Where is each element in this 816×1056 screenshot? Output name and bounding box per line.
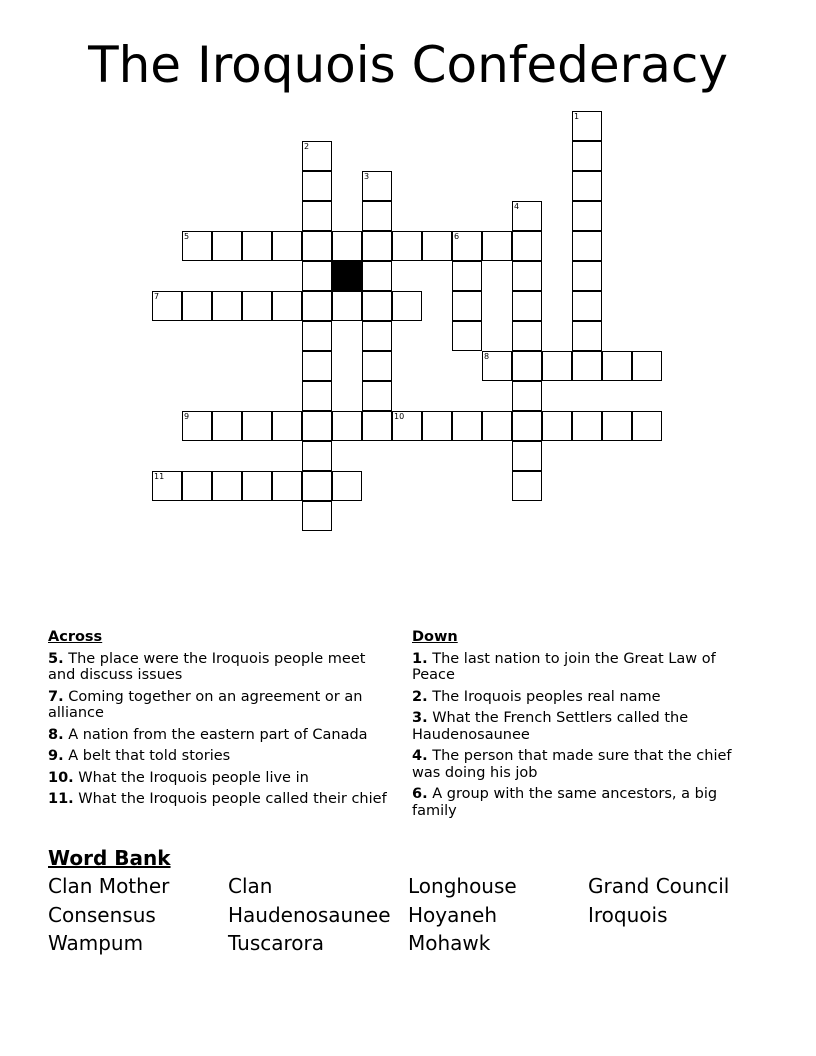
across-clue: 9. A belt that told stories <box>48 748 231 764</box>
grid-cell[interactable] <box>152 291 182 321</box>
down-clue: 6. A group with the same ancestors, a big family <box>412 786 718 819</box>
word-bank-item: Tuscarora <box>228 931 325 955</box>
grid-cell[interactable] <box>512 201 542 231</box>
grid-cell[interactable] <box>452 261 482 291</box>
grid-cell[interactable] <box>602 351 632 381</box>
grid-cell[interactable] <box>362 321 392 351</box>
grid-cell[interactable] <box>212 411 242 441</box>
grid-cell[interactable] <box>512 381 542 411</box>
across-clue: 10. What the Iroquois people live in <box>48 769 309 786</box>
grid-cell[interactable] <box>362 171 392 201</box>
across-clue: 8. A nation from the eastern part of Canada <box>48 726 368 743</box>
grid-cell[interactable] <box>512 291 542 321</box>
clue-number: 1 <box>574 112 580 121</box>
page-title: The Iroquois Confederacy <box>88 36 728 94</box>
grid-cell[interactable] <box>572 141 602 171</box>
across-heading: Across <box>48 629 103 645</box>
clue-number: 10 <box>394 412 405 421</box>
grid-cell[interactable] <box>272 291 302 321</box>
grid-cell[interactable] <box>512 261 542 291</box>
grid-cell[interactable] <box>452 231 482 261</box>
grid-cell[interactable] <box>362 261 392 291</box>
grid-cell[interactable] <box>302 441 332 471</box>
down-clue: 1. The last nation to join the Great Law of Peace <box>412 650 716 683</box>
grid-cell[interactable] <box>572 411 602 441</box>
grid-cell[interactable] <box>482 231 512 261</box>
down-clues <box>412 629 757 824</box>
grid-cell[interactable] <box>452 321 482 351</box>
grid-cell[interactable] <box>632 351 662 381</box>
grid-cell[interactable] <box>422 411 452 441</box>
grid-cell[interactable] <box>242 231 272 261</box>
grid-cell[interactable] <box>332 471 362 501</box>
grid-cell[interactable] <box>302 291 332 321</box>
grid-cell[interactable] <box>362 351 392 381</box>
grid-cell[interactable] <box>392 231 422 261</box>
grid-cell[interactable] <box>302 141 332 171</box>
grid-cell[interactable] <box>302 471 332 501</box>
clue-number: 11 <box>154 472 165 481</box>
grid-cell[interactable] <box>182 291 212 321</box>
grid-cell[interactable] <box>512 471 542 501</box>
grid-cell[interactable] <box>572 171 602 201</box>
grid-cell[interactable] <box>242 291 272 321</box>
clue-number: 7 <box>154 292 160 301</box>
grid-cell[interactable] <box>212 291 242 321</box>
grid-cell[interactable] <box>542 411 572 441</box>
grid-cell[interactable] <box>482 411 512 441</box>
grid-cell[interactable] <box>392 291 422 321</box>
grid-cell[interactable] <box>272 411 302 441</box>
grid-cell[interactable] <box>302 201 332 231</box>
grid-cell[interactable] <box>332 291 362 321</box>
grid-cell[interactable] <box>602 411 632 441</box>
clue-number: 2 <box>304 142 310 151</box>
grid-cell[interactable] <box>542 351 572 381</box>
grid-cell[interactable] <box>512 231 542 261</box>
word-bank-item: Longhouse <box>408 874 517 898</box>
grid-cell[interactable] <box>272 471 302 501</box>
down-heading: Down <box>412 629 458 645</box>
word-bank-item: Mohawk <box>408 931 491 955</box>
clue-number: 3 <box>364 172 370 181</box>
grid-cell[interactable] <box>572 111 602 141</box>
grid-cell[interactable] <box>572 351 602 381</box>
down-clue: 4. The person that made sure that the chief was doing his job <box>412 748 732 781</box>
grid-cell[interactable] <box>302 411 332 441</box>
across-clues <box>48 629 393 813</box>
grid-cell[interactable] <box>362 411 392 441</box>
grid-cell[interactable] <box>182 471 212 501</box>
word-bank-item: Iroquois <box>588 903 668 927</box>
grid-cell[interactable] <box>452 291 482 321</box>
grid-cell[interactable] <box>212 471 242 501</box>
grid-cell[interactable] <box>332 411 362 441</box>
grid-cell[interactable] <box>302 321 332 351</box>
clue-number: 8 <box>484 352 490 361</box>
grid-cell[interactable] <box>302 231 332 261</box>
clue-number: 9 <box>184 412 190 421</box>
word-bank-item: Consensus <box>48 903 156 927</box>
grid-cell[interactable] <box>182 411 212 441</box>
grid-cell[interactable] <box>302 381 332 411</box>
grid-cell[interactable] <box>572 321 602 351</box>
grid-cell[interactable] <box>572 231 602 261</box>
grid-cell[interactable] <box>392 411 422 441</box>
grid-cell[interactable] <box>572 261 602 291</box>
word-bank-title: Word Bank <box>48 846 171 870</box>
down-clue: 2. The Iroquois peoples real name <box>412 688 661 705</box>
word-bank-item: Clan Mother <box>48 874 170 898</box>
grid-cell[interactable] <box>302 351 332 381</box>
word-bank-item: Haudenosaunee <box>228 903 391 927</box>
black-square <box>332 261 362 291</box>
grid-cell[interactable] <box>452 411 482 441</box>
grid-cell[interactable] <box>302 501 332 531</box>
grid-cell[interactable] <box>362 381 392 411</box>
down-clue: 3. What the French Settlers called the Haudenosaunee <box>412 710 689 743</box>
grid-cell[interactable] <box>422 231 452 261</box>
grid-cell[interactable] <box>212 231 242 261</box>
grid-cell[interactable] <box>512 441 542 471</box>
across-clue: 11. What the Iroquois people called their chief <box>48 791 387 807</box>
word-bank-item: Wampum <box>48 931 144 955</box>
grid-cell[interactable] <box>512 351 542 381</box>
across-clue: 5. The place were the Iroquois people meet and discuss issues <box>48 650 366 683</box>
grid-cell[interactable] <box>512 411 542 441</box>
grid-cell[interactable] <box>182 231 212 261</box>
clue-number: 5 <box>184 232 190 241</box>
word-bank-item: Hoyaneh <box>408 903 498 927</box>
grid-cell[interactable] <box>242 411 272 441</box>
grid-cell[interactable] <box>152 471 182 501</box>
clue-number: 4 <box>514 202 520 211</box>
grid-cell[interactable] <box>632 411 662 441</box>
grid-cell[interactable] <box>482 351 512 381</box>
grid-cell[interactable] <box>332 231 362 261</box>
grid-cell[interactable] <box>242 471 272 501</box>
across-clue: 7. Coming together on an agreement or an alliance <box>48 688 363 721</box>
grid-cell[interactable] <box>512 321 542 351</box>
grid-cell[interactable] <box>302 261 332 291</box>
grid-cell[interactable] <box>272 231 302 261</box>
grid-cell[interactable] <box>362 291 392 321</box>
word-bank-item: Clan <box>228 874 273 898</box>
grid-cell[interactable] <box>362 231 392 261</box>
grid-cell[interactable] <box>362 201 392 231</box>
clue-number: 6 <box>454 232 460 241</box>
word-bank-item: Grand Council <box>588 874 730 898</box>
grid-cell[interactable] <box>302 171 332 201</box>
grid-cell[interactable] <box>572 201 602 231</box>
grid-cell[interactable] <box>572 291 602 321</box>
